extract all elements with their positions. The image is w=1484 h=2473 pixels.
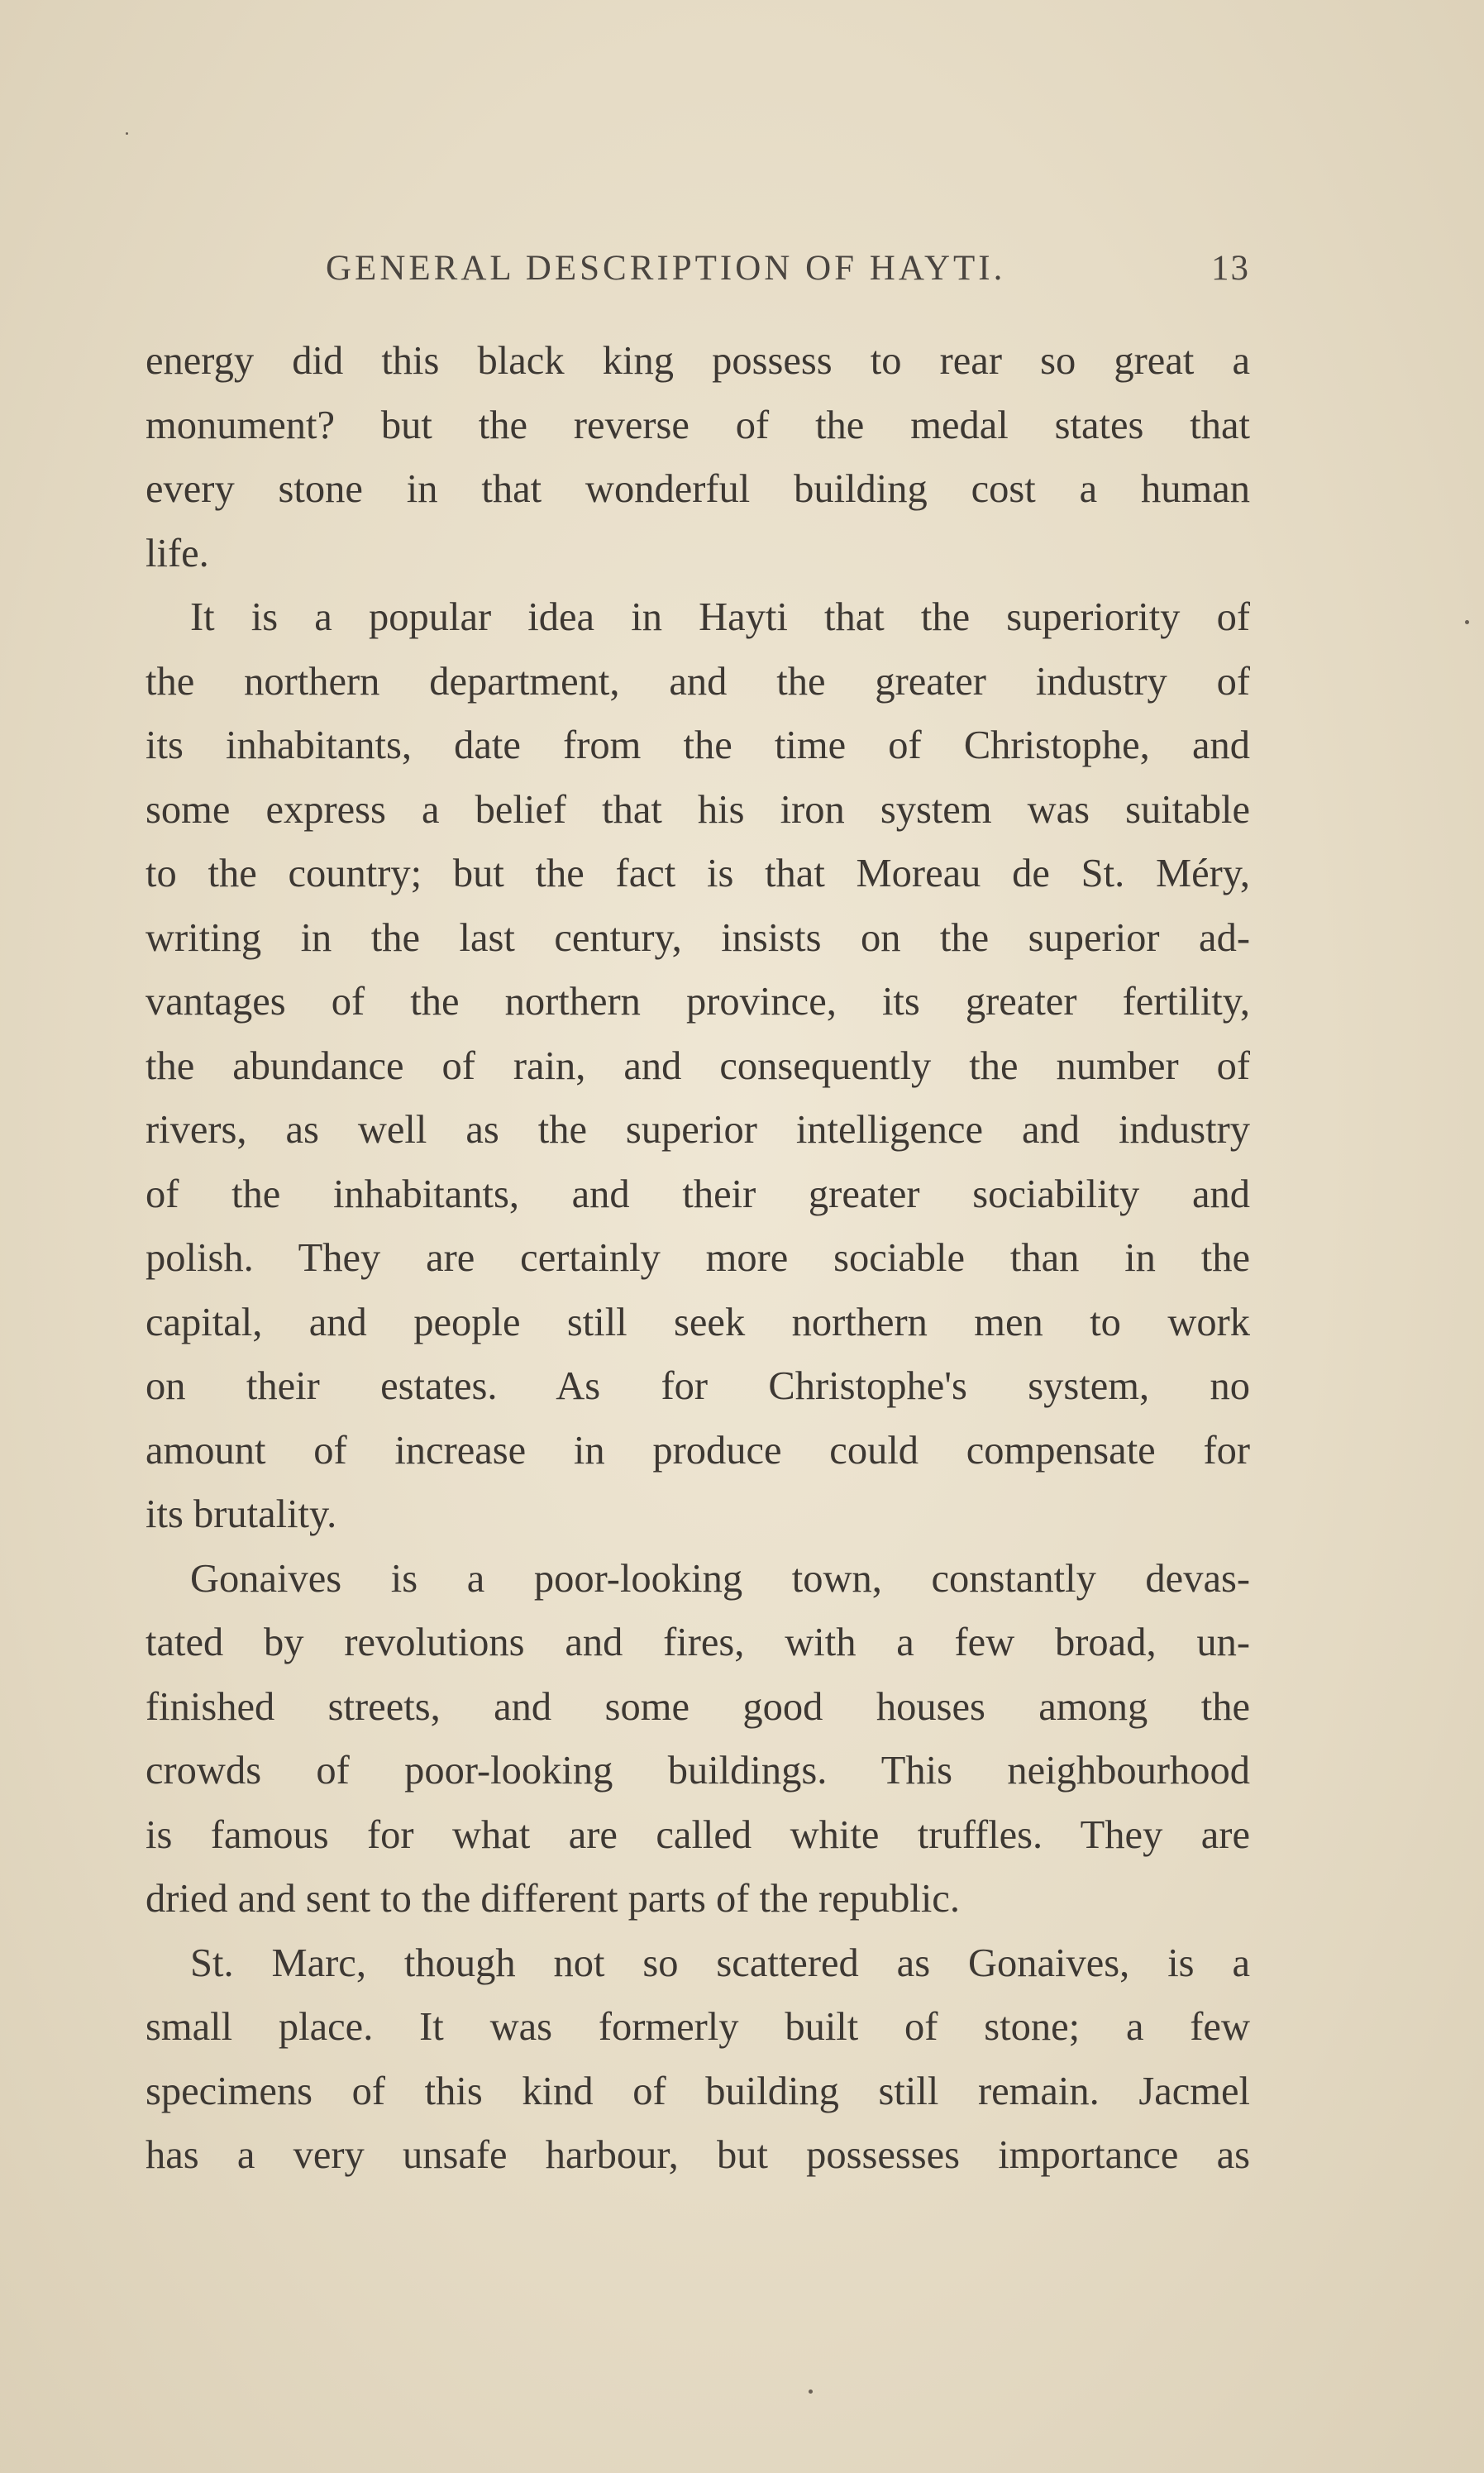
text-line: capital, and people still seek northern men to work — [146, 1300, 1250, 1344]
paragraph-start-line: It is a popular idea in Hayti that the superiority of — [190, 595, 1250, 639]
text-line: of the inhabitants, and their greater sociability and — [146, 1172, 1250, 1216]
text-line: crowds of poor-looking buildings. This neighbourhood — [146, 1749, 1250, 1793]
text-line: is famous for what are called white truffles. They are — [146, 1812, 1250, 1857]
text-line: dried and sent to the different parts of the republic. — [146, 1877, 960, 1921]
text-line: life. — [146, 531, 209, 575]
paragraph-start-line: Gonaives is a poor-looking town, constantly devas- — [190, 1556, 1250, 1601]
text-line: amount of increase in produce could compensate for — [146, 1428, 1250, 1473]
text-line: writing in the last century, insists on the superior ad- — [146, 915, 1250, 960]
paper-speck — [809, 2389, 813, 2394]
paragraph-start-line: St. Marc, though not so scattered as Gonaives, is a — [190, 1941, 1250, 1985]
text-line: polish. They are certainly more sociable than in the — [146, 1236, 1250, 1280]
text-line: energy did this black king possess to rear so great a — [146, 339, 1250, 383]
text-line: its brutality. — [146, 1492, 337, 1536]
running-head — [326, 248, 1250, 298]
text-line: monument? but the reverse of the medal states that — [146, 403, 1250, 447]
text-line: the northern department, and the greater industry of — [146, 659, 1250, 704]
running-head-title: GENERAL DESCRIPTION OF HAYTI. — [326, 249, 1006, 288]
text-line: the abundance of rain, and consequently the number of — [146, 1043, 1250, 1088]
paper-speck — [126, 132, 128, 135]
text-line: specimens of this kind of building still remain. Jacmel — [146, 2069, 1250, 2113]
paper-speck — [1465, 620, 1469, 624]
text-line: on their estates. As for Christophe's system, no — [146, 1364, 1250, 1408]
text-line: tated by revolutions and fires, with a few broad, un- — [146, 1621, 1250, 1664]
text-line: rivers, as well as the superior intelligence and industry — [146, 1108, 1250, 1152]
text-line: has a very unsafe harbour, but possesses importance as — [146, 2133, 1250, 2177]
text-line: small place. It was formerly built of stone; a few — [146, 2005, 1250, 2049]
text-line: its inhabitants, date from the time of Christophe, and — [146, 723, 1250, 767]
text-line: every stone in that wonderful building cost a human — [146, 467, 1250, 511]
text-line: finished streets, and some good houses among the — [146, 1684, 1250, 1729]
text-line: some express a belief that his iron system was suitable — [146, 787, 1250, 832]
page-number: 13 — [1211, 249, 1250, 288]
body-text — [146, 329, 1250, 2188]
text-line: vantages of the northern province, its greater fertility, — [146, 980, 1250, 1024]
text-line: to the country; but the fact is that Moreau de St. Méry, — [146, 852, 1250, 895]
